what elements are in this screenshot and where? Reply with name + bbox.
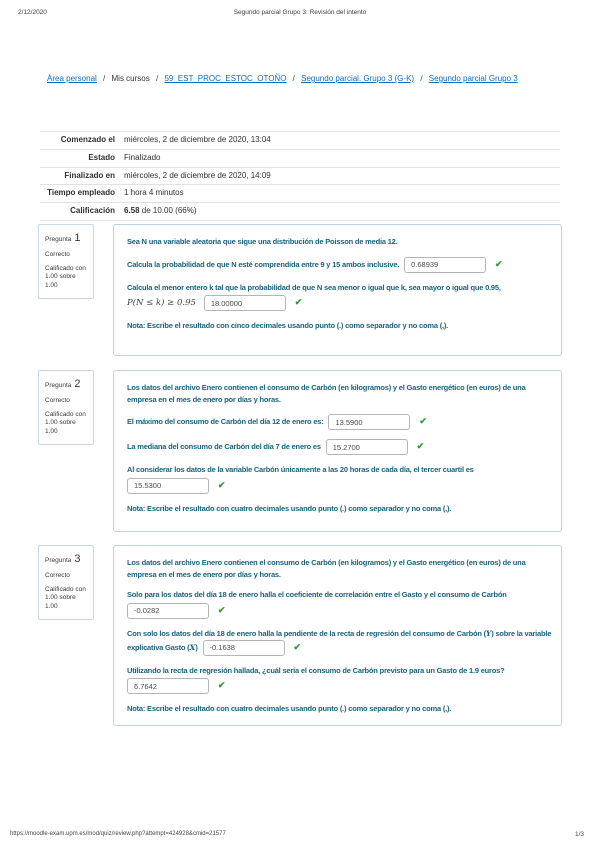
correct-check-icon: ✔ xyxy=(293,641,301,652)
question-subpart xyxy=(127,414,552,430)
print-date: 2/12/2020 xyxy=(18,9,47,16)
question-2-content-box xyxy=(113,370,562,532)
question-grade: Calificado con 1.00 sobre 1.00 xyxy=(45,264,86,290)
answer-input[interactable] xyxy=(127,603,209,619)
note-label: Nota: xyxy=(127,704,146,714)
summary-value: miércoles, 2 de diciembre de 2020, 14:09 xyxy=(124,167,560,185)
breadcrumb-link-course[interactable]: 59_EST_PROC_ESTOC_OTOÑO xyxy=(164,74,287,83)
question-text: Al considerar los datos de la variable Carbón únicamente a las 20 horas de cada día, el tercer cuartil es xyxy=(127,465,474,475)
summary-label: Comenzado el xyxy=(40,132,124,150)
summary-label: Finalizado en xyxy=(40,167,124,185)
print-footer-page-number: 1/3 xyxy=(574,831,584,838)
math-formula: P(N ≤ k) ≥ 0.95 xyxy=(127,298,196,309)
question-text: Sea N una variable aleatoria que sigue una distribución de Poisson de media 12. xyxy=(127,237,398,246)
summary-value: miércoles, 2 de diciembre de 2020, 13:04 xyxy=(124,132,560,150)
note-text: Escribe el resultado con cinco decimales usando punto (.) como separador y no coma (,). xyxy=(145,321,449,331)
breadcrumb-separator: / xyxy=(155,74,159,83)
question-text: Los datos del archivo Enero contienen el consumo de Carbón (en kilogramos) y el Gasto energético (en euros) de una empresa en el mes de enero por días y horas. xyxy=(127,383,526,404)
summary-row-grade xyxy=(40,203,560,221)
question-number: Pregunta 2 xyxy=(45,378,81,390)
question-subpart xyxy=(127,628,552,656)
question-3-content-box xyxy=(113,545,562,726)
summary-row-state xyxy=(40,149,560,167)
question-grade: Calificado con 1.00 sobre 1.00 xyxy=(45,585,86,611)
math-variable-x: X xyxy=(189,642,196,652)
correct-check-icon: ✔ xyxy=(419,416,427,427)
question-1-content-box xyxy=(113,224,562,356)
answer-input[interactable] xyxy=(127,678,209,694)
breadcrumb-separator: / xyxy=(292,74,295,83)
breadcrumb-link-quiz[interactable]: Segundo parcial Grupo 3 xyxy=(428,74,518,83)
breadcrumb xyxy=(47,74,518,83)
question-note xyxy=(127,503,552,515)
question-subpart xyxy=(127,478,552,494)
answer-input[interactable] xyxy=(127,478,209,494)
question-text: ) xyxy=(195,642,198,652)
question-text: Calcula la probabilidad de que N esté comprendida entre 9 y 15 ambos inclusive. xyxy=(127,259,400,269)
summary-value xyxy=(124,203,560,221)
question-state: Correcto xyxy=(45,571,70,579)
correct-check-icon: ✔ xyxy=(217,680,226,691)
print-footer-url: https://moodle-exam.upm.es/mod/quiz/review.php?attempt=424928&cmid=21577 xyxy=(10,831,226,837)
question-text: Los datos del archivo Enero contienen el consumo de Carbón (en kilogramos) y el Gasto energético (en euros) de una empresa en el mes de enero por días y horas. xyxy=(127,558,526,579)
summary-label: Tiempo empleado xyxy=(40,185,124,203)
answer-input[interactable] xyxy=(328,414,410,430)
question-text: Con solo los datos del día 18 de enero halla la pendiente de la recta de regresión del consumo de Carbón ( xyxy=(127,628,486,638)
question-3-info-box xyxy=(38,545,94,620)
print-page-title: Segundo parcial Grupo 3: Revisión del intento xyxy=(233,9,367,16)
summary-value: Finalizado xyxy=(124,149,560,167)
summary-row-finished xyxy=(40,167,560,185)
answer-input[interactable] xyxy=(326,439,408,455)
question-number: Pregunta 1 xyxy=(45,232,81,244)
question-subpart xyxy=(127,603,552,619)
grade-number: 6.58 xyxy=(124,206,140,216)
correct-check-icon: ✔ xyxy=(416,441,424,452)
question-text: Calcula el menor entero k tal que la probabilidad de que N sea menor o igual que k, sea mayor o igual que 0.95, xyxy=(127,282,501,292)
question-text: El máximo del consumo de Carbón del día 12 de enero es: xyxy=(127,417,324,427)
question-text: Utilizando la recta de regresión hallada, ¿cuál sería el consumo de Carbón previsto para un Gasto de 1.9 euros? xyxy=(127,665,505,675)
answer-input[interactable] xyxy=(203,640,285,656)
summary-row-started xyxy=(40,132,560,150)
question-1-info-box xyxy=(38,224,94,299)
question-subpart xyxy=(127,295,552,311)
question-text: ) sobre la variable explicativa Gasto ( xyxy=(127,628,552,652)
grade-out-of: de 10.00 (66%) xyxy=(139,206,197,216)
correct-check-icon: ✔ xyxy=(495,258,503,269)
answer-input[interactable] xyxy=(204,295,286,311)
question-subpart xyxy=(127,678,552,694)
note-text: Escribe el resultado con cuatro decimales usando punto (.) como separador y no coma (,). xyxy=(145,704,452,714)
note-label: Nota: xyxy=(127,321,146,331)
question-number: Pregunta 3 xyxy=(45,553,81,565)
summary-label: Calificación xyxy=(40,203,124,221)
summary-value: 1 hora 4 minutos xyxy=(124,185,560,203)
summary-row-time-taken xyxy=(40,185,560,203)
note-label: Nota: xyxy=(127,503,146,513)
question-state: Correcto xyxy=(45,250,70,258)
question-subpart xyxy=(127,257,552,273)
correct-check-icon: ✔ xyxy=(217,604,226,615)
breadcrumb-link-area-personal[interactable]: Área personal xyxy=(47,74,97,83)
answer-input[interactable] xyxy=(404,257,486,273)
breadcrumb-item-mis-cursos: Mis cursos xyxy=(111,74,150,83)
question-note xyxy=(127,703,552,715)
breadcrumb-separator: / xyxy=(420,74,423,83)
breadcrumb-separator: / xyxy=(103,74,106,83)
correct-check-icon: ✔ xyxy=(217,479,226,490)
question-text: Solo para los datos del día 18 de enero halla el coeficiente de correlación entre el Gasto y el consumo de Carbón xyxy=(127,590,507,600)
attempt-summary-table xyxy=(40,131,560,221)
summary-label: Estado xyxy=(40,149,124,167)
note-text: Escribe el resultado con cuatro decimales usando punto (.) como separador y no coma (,). xyxy=(145,503,452,513)
question-2-info-box xyxy=(38,370,94,445)
question-note xyxy=(127,320,552,332)
breadcrumb-link-quiz-group[interactable]: Segundo parcial. Grupo 3 (G-K) xyxy=(301,74,415,83)
question-subpart xyxy=(127,439,552,455)
question-text: La mediana del consumo de Carbón del día 7 de enero es xyxy=(127,442,321,452)
question-grade: Calificado con 1.00 sobre 1.00 xyxy=(45,410,86,436)
math-variable-y: Y xyxy=(485,628,492,638)
correct-check-icon: ✔ xyxy=(294,297,303,308)
question-state: Correcto xyxy=(45,396,70,404)
